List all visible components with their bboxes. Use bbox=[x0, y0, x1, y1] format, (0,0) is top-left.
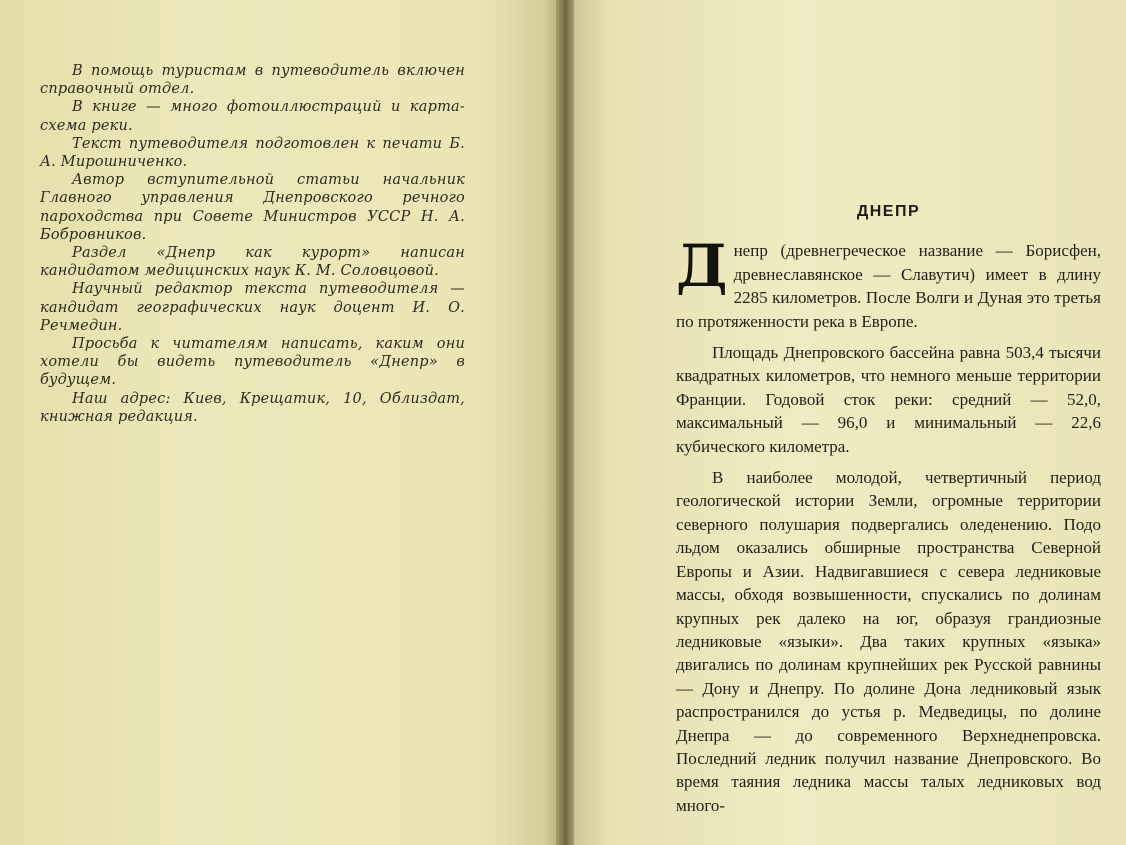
chapter-title: ДНЕПР bbox=[856, 203, 921, 220]
chapter-body bbox=[676, 200, 1101, 817]
imprint-paragraph: В помощь туристам в путеводитель включен справочный отдел. bbox=[40, 63, 465, 98]
imprint-paragraph: Текст путеводителя подготовлен к печати Б. А. Мирошниченко. bbox=[40, 135, 465, 171]
left-page bbox=[0, 0, 560, 845]
imprint-paragraph: Просьба к читателям написать, каким они хотели бы видеть путеводитель «Днепр» в будущем. bbox=[40, 336, 465, 389]
body-paragraph: В наиболее молодой, четвертичный период геологической истории Земли, огромные территории северного полушария подвергались оледенению. Подо льдом оказались обширные пространства Северной Европы и Азии. Надвигавшиеся с севера ледниковые массы, обходя возвышенности, спускались по долинам крупных рек далеко на юг, образуя грандиозные ледниковые «языки». Два таких крупных «языка» двигались по долинам крупнейших рек Русской равнины — Дону и Днепру. По долине Дона ледниковый язык распространился до устья р. Медведицы, по долине Днепра — до современного Верхнеднепровска. Последний ледник получил название Днепровского. Во время таяния ледника массы талых ледниковых вод много- bbox=[676, 468, 1101, 815]
imprint-paragraph: Научный редактор текста путеводителя — кандидат географических наук доцент И. О. Речмедин. bbox=[40, 281, 465, 334]
imprint-notes bbox=[40, 62, 465, 426]
imprint-paragraph: Наш адрес: Киев, Крещатик, 10, Облиздат, книжная редакция. bbox=[40, 390, 465, 425]
imprint-paragraph: Автор вступительной статьи начальник Главного управления Днепровского речного пароходства при Совете Министров УССР Н. А. Бобровников. bbox=[40, 172, 465, 243]
body-paragraph: Площадь Днепровского бассейна равна 503,4 тысячи квадратных километров, что немного меньше территории Франции. Годовой сток реки: средний — 52,0, максимальный — 96,0 и минимальный — 22,6 кубического километра. bbox=[676, 343, 1101, 456]
first-paragraph bbox=[676, 232, 1101, 333]
first-paragraph-text: непр (древнегреческое название — Борисфен, древнеславянское — Славутич) имеет в длину 2285 километров. После Волги и Дуная это третья по протяженности река в Европе. bbox=[676, 241, 1101, 331]
imprint-paragraph: Раздел «Днепр как курорт» написан кандидатом медицинских наук К. М. Соловцовой. bbox=[40, 245, 465, 280]
imprint-paragraph: В книге — много фотоиллюстраций и карта-схема реки. bbox=[40, 99, 465, 134]
drop-cap: Д bbox=[676, 232, 728, 301]
